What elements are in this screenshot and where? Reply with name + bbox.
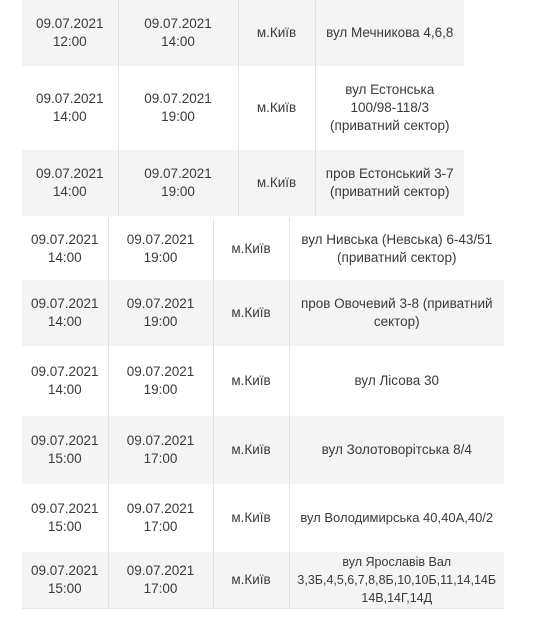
city-cell [238,0,315,66]
end-time: 09.07.2021 19:00 [126,232,195,265]
end-time: 09.07.2021 17:00 [126,433,195,466]
end-time-cell [108,484,213,552]
city: м.Київ [231,241,271,256]
start-time-cell [22,484,108,552]
city: м.Київ [256,175,297,190]
start-time-cell [22,552,108,608]
start-time-cell [22,150,118,216]
city: м.Київ [256,25,297,40]
city-cell [238,66,315,150]
start-time: 09.07.2021 12:00 [35,16,104,49]
outage-table-top [22,0,464,216]
start-time-cell [22,218,108,280]
address: вул Ярославів Вал 3,3Б,4,5,6,7,8,8Б,10,10Б,11,14,14Б 14В,14Г,14Д [297,555,497,605]
table-row [22,150,464,216]
table-row [22,346,504,416]
start-time-cell [22,280,108,346]
start-time: 09.07.2021 14:00 [30,232,99,265]
city: м.Київ [231,572,271,587]
start-time: 09.07.2021 14:00 [30,296,99,329]
city: м.Київ [231,373,271,388]
end-time-cell [108,346,213,416]
end-time: 09.07.2021 17:00 [126,563,195,596]
end-time: 09.07.2021 19:00 [144,91,212,124]
start-time: 09.07.2021 14:00 [30,364,99,397]
start-time-cell [22,346,108,416]
outage-table-bottom [22,218,504,608]
city-cell [213,552,289,608]
address-cell [315,66,464,150]
start-time-cell [22,0,118,66]
address: вул Нивська (Невська) 6-43/51 (приватний сектор) [301,232,493,265]
end-time: 09.07.2021 19:00 [126,296,195,329]
city-cell [213,346,289,416]
address-cell [289,552,504,608]
end-time-cell [118,0,238,66]
end-time-cell [118,150,238,216]
city: м.Київ [231,305,271,320]
address-cell [315,150,464,216]
address-cell [289,346,504,416]
address-cell [315,0,464,66]
end-time: 09.07.2021 17:00 [126,501,195,534]
address-cell [289,218,504,280]
city: м.Київ [231,510,271,525]
address: вул Володимирська 40,40А,40/2 [300,510,494,525]
table-row [22,66,464,150]
start-time-cell [22,416,108,484]
table-row [22,280,504,346]
start-time: 09.07.2021 15:00 [30,563,99,596]
address: пров Естонський 3-7 (приватний сектор) [325,166,454,199]
end-time-cell [108,218,213,280]
end-time-cell [118,66,238,150]
address-cell [289,416,504,484]
city-cell [213,218,289,280]
table-row [22,0,464,66]
start-time: 09.07.2021 14:00 [35,166,104,199]
table-row [22,552,504,608]
table-bottom-divider [22,608,504,609]
address: вул Мечникова 4,6,8 [326,25,454,40]
address: пров Овочевий 3-8 (приватний сектор) [300,296,493,329]
end-time-cell [108,552,213,608]
table-row [22,484,504,552]
address-cell [289,280,504,346]
end-time-cell [108,416,213,484]
address: вул Лісова 30 [354,373,440,388]
start-time: 09.07.2021 14:00 [35,91,104,124]
end-time: 09.07.2021 19:00 [144,166,212,199]
city-cell [238,150,315,216]
end-time: 09.07.2021 14:00 [144,16,212,49]
city-cell [213,416,289,484]
start-time: 09.07.2021 15:00 [30,433,99,466]
city: м.Київ [256,100,297,115]
city: м.Київ [231,442,271,457]
city-cell [213,484,289,552]
end-time: 09.07.2021 19:00 [126,364,195,397]
table-row [22,416,504,484]
city-cell [213,280,289,346]
end-time-cell [108,280,213,346]
start-time: 09.07.2021 15:00 [30,501,99,534]
address: вул Золотоворітська 8/4 [321,442,472,457]
address: вул Естонська 100/98-118/3 (приватний сектор) [330,82,450,133]
start-time-cell [22,66,118,150]
table-row [22,218,504,280]
address-cell [289,484,504,552]
